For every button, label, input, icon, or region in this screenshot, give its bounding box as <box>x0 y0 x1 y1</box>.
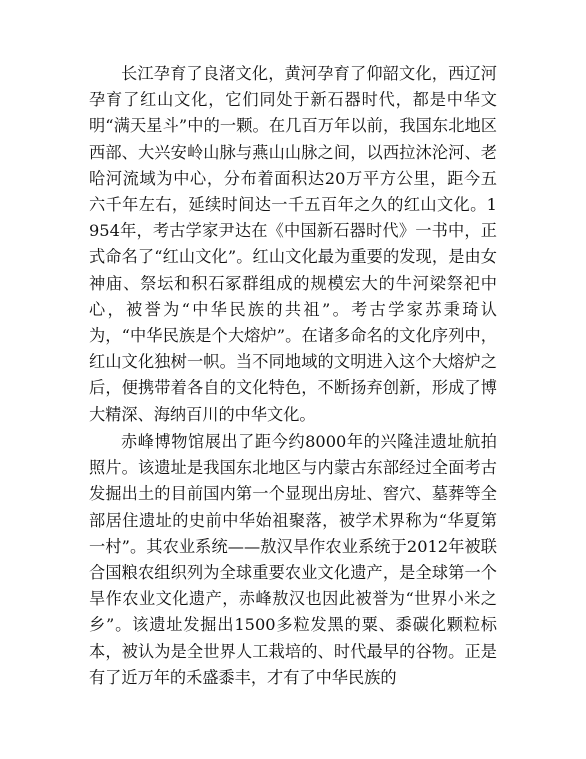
paragraph-xinglongwa-site: 赤峰博物馆展出了距今约8000年的兴隆洼遗址航拍照片。该遗址是我国东北地区与内蒙古东部经过全面考古发掘出土的目前国内第一个显现出房址、窖穴、墓葬等全部居住遗址的史前中华始祖聚落，被学术界称为“华夏第一村”。其农业系统——敖汉旱作农业系统于2012年被联合国粮农组织列为全球重要农业文化遗产，是全球第一个旱作农业文化遗产，赤峰敖汉也因此被誉为“世界小米之乡”。该遗址发掘出1500多粒发黑的粟、黍碳化颗粒标本，被认为是全世界人工栽培的、时代最早的谷物。正是有了近万年的禾盛黍丰，才有了中华民族的 <box>89 432 497 687</box>
paragraph-hongshan-culture: 长江孕育了良渚文化，黄河孕育了仰韶文化，西辽河孕育了红山文化，它们同处于新石器时代，都是中华文明“满天星斗”中的一颗。在几百万年以前，我国东北地区西部、大兴安岭山脉与燕山山脉之间，以西拉沐沦河、老哈河流域为中心，分布着面积达20万平方公里，距今五六千年左右，延续时间达一千五百年之久的红山文化。1954年，考古学家尹达在《中国新石器时代》一书中，正式命名了“红山文化”。红山文化最为重要的发现，是由女神庙、祭坛和积石冢群组成的规模宏大的牛河梁祭祀中心，被誉为“中华民族的共祖”。考古学家苏秉琦认为，“中华民族是个大熔炉”。在诸多命名的文化序列中，红山文化独树一帜。当不同地域的文明进入这个大熔炉之后，便携带着各自的文化特色，不断扬弃创新，形成了博大精深、海纳百川的中华文化。 <box>89 64 497 424</box>
